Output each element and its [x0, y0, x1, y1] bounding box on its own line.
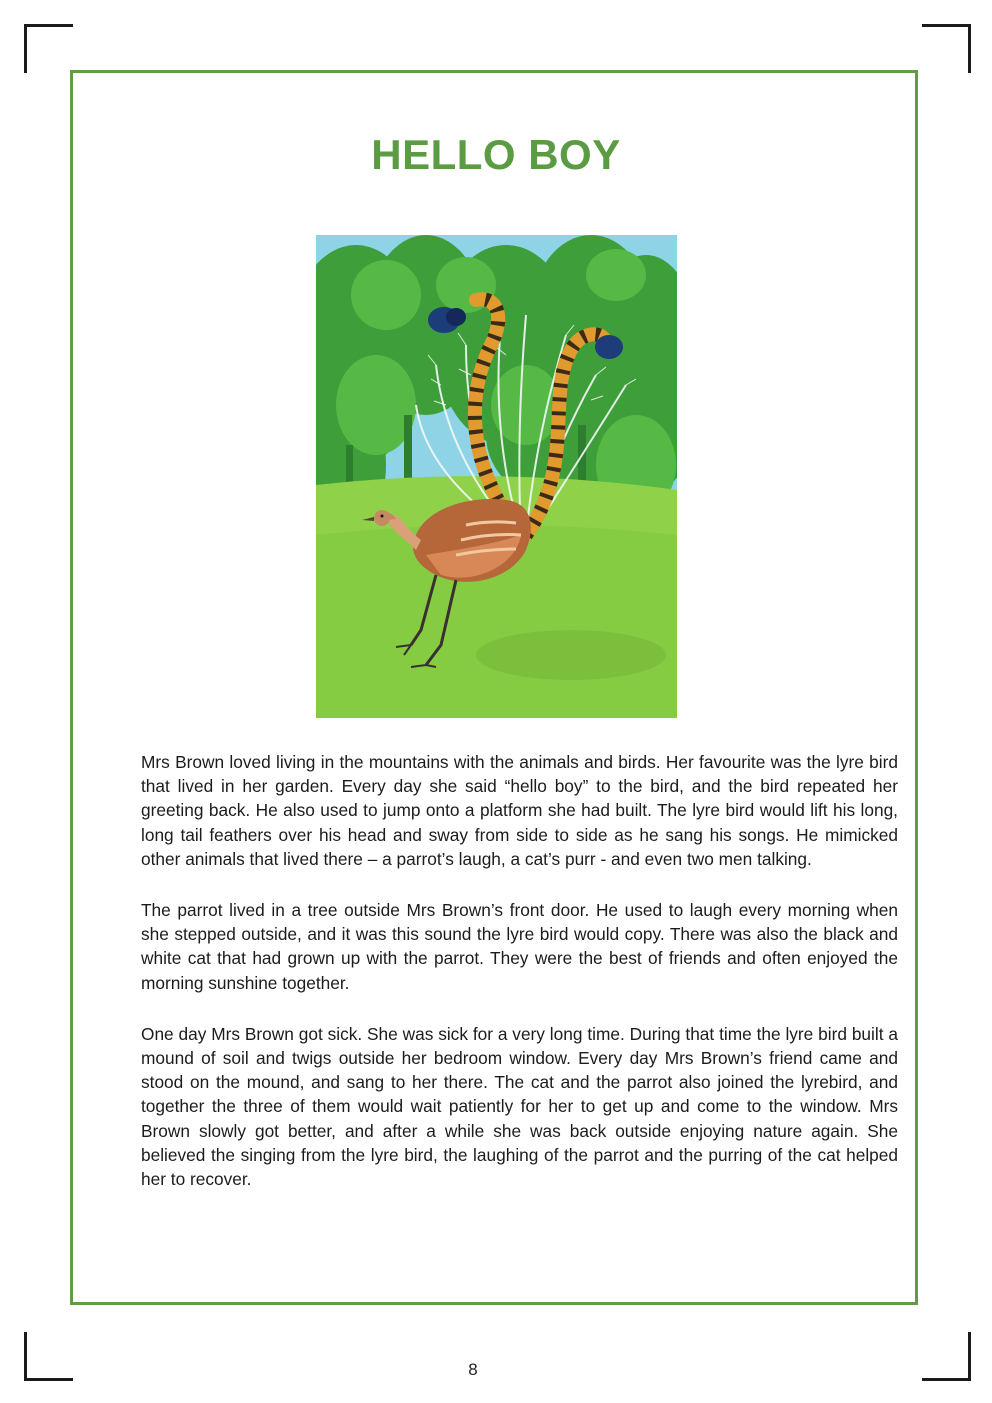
- lyre-bird-icon: [316, 235, 677, 718]
- story-paragraph-2: The parrot lived in a tree outside Mrs Brown’s front door. He used to laugh every morning when she stepped outside, and it was this sound the lyre bird would copy. There was also the black and white cat that had grown up with the parrot. They were the best of friends and often enjoyed the morning sunshine together.: [141, 900, 898, 993]
- page-title: HELLO BOY: [371, 131, 621, 179]
- page-number: 8: [468, 1360, 478, 1379]
- story-text: [141, 750, 898, 1218]
- crop-mark-top-right: [922, 24, 971, 73]
- lyre-bird-illustration: [316, 235, 677, 718]
- story-paragraph-1: Mrs Brown loved living in the mountains with the animals and birds. Her favourite was the lyre bird that lived in her garden. Every day she said “hello boy” to the bird, and the bird repeated her greeting back. He also used to jump onto a platform she had built. The lyre bird would lift his long, long tail feathers over his head and sway from side to side as he sang his songs. He mimicked other animals that lived there – a parrot’s laugh, a cat’s purr - and even two men talking.: [141, 752, 898, 869]
- story-paragraph-3: One day Mrs Brown got sick. She was sick for a very long time. During that time the lyre bird built a mound of soil and twigs outside her bedroom window. Every day Mrs Brown’s friend came and stood on the mound, and sang to her there. The cat and the parrot also joined the lyrebird, and together the three of them would wait patiently for her to get up and come to the window. Mrs Brown slowly got better, and after a while she was back outside enjoying nature again. She believed the singing from the lyre bird, the laughing of the parrot and the purring of the cat helped her to recover.: [141, 1023, 898, 1190]
- crop-mark-top-left: [24, 24, 73, 73]
